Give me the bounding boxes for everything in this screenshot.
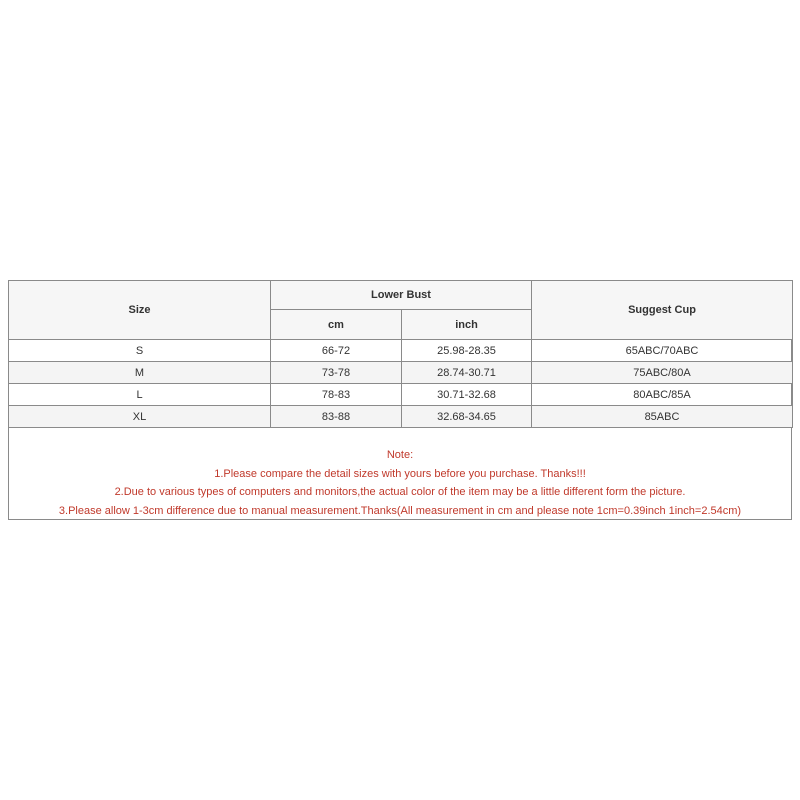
note-title: Note: (386, 449, 414, 461)
table-row (9, 406, 793, 428)
inch-header: inch (402, 310, 532, 340)
cup-cell: 65ABC/70ABC (532, 340, 793, 362)
cm-cell: 78-83 (271, 384, 402, 406)
size-header: Size (9, 281, 271, 340)
size-cell: M (9, 362, 271, 384)
note-line: 2.Due to various types of computers and monitors,the actual color of the item may be a little different form the picture. (114, 486, 686, 498)
note-line: 1.Please compare the detail sizes with yours before you purchase. Thanks!!! (214, 467, 586, 480)
inch-cell: 25.98-28.35 (402, 340, 532, 362)
size-cell: S (9, 340, 271, 362)
cm-cell: 73-78 (271, 362, 402, 384)
table-row (9, 340, 793, 362)
cup-cell: 85ABC (532, 406, 793, 428)
cup-cell: 75ABC/80A (532, 362, 793, 384)
header-row (9, 281, 793, 310)
note-line: 3.Please allow 1-3cm difference due to manual measurement.Thanks(All measurement in cm and please note 1cm=0.39inch 1inch=2.54cm) (58, 504, 742, 517)
size-cell: L (9, 384, 271, 406)
size-table (8, 280, 793, 428)
cup-cell: 80ABC/85A (532, 384, 793, 406)
size-cell: XL (9, 406, 271, 428)
inch-cell: 32.68-34.65 (402, 406, 532, 428)
cm-cell: 66-72 (271, 340, 402, 362)
size-chart (8, 280, 792, 520)
table-row (9, 362, 793, 384)
lower-bust-header: Lower Bust (271, 281, 532, 310)
cm-header: cm (271, 310, 402, 340)
inch-cell: 30.71-32.68 (402, 384, 532, 406)
inch-cell: 28.74-30.71 (402, 362, 532, 384)
cm-cell: 83-88 (271, 406, 402, 428)
notes-section (9, 446, 791, 520)
suggest-cup-header: Suggest Cup (532, 281, 793, 340)
table-row (9, 384, 793, 406)
